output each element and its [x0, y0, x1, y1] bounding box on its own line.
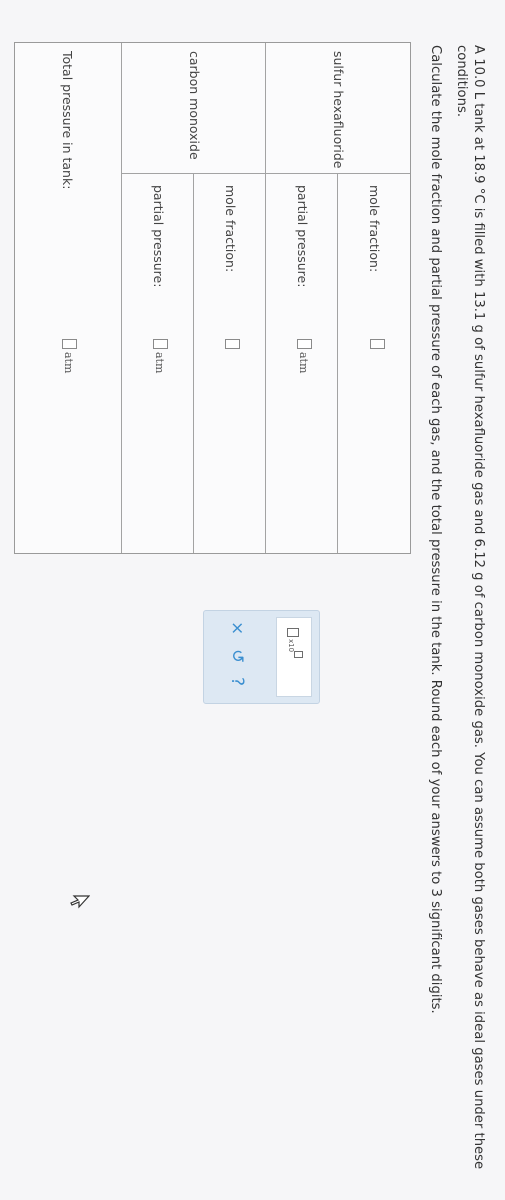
atm-unit: atm	[153, 352, 166, 374]
scientific-notation-icon[interactable]	[283, 628, 303, 668]
cell-divider	[193, 173, 194, 553]
answer-toolbar	[203, 610, 320, 704]
atm-unit: atm	[297, 352, 310, 374]
row-divider	[121, 43, 122, 553]
mole-fraction-label: mole fraction:	[223, 185, 238, 273]
mantissa-box	[287, 628, 299, 637]
partial-pressure-label: partial pressure:	[151, 185, 166, 288]
cell-divider	[337, 173, 338, 553]
column-divider	[122, 173, 410, 174]
answer-table	[14, 42, 411, 554]
mouse-cursor-icon	[70, 895, 90, 909]
clear-icon[interactable]: ×	[227, 621, 247, 636]
problem-statement: A 10.0 L tank at 18.9 °C is filled with 13.1 g of sulfur hexafluoride gas and 6.12 g of carbon monoxide gas. You can assume both gases behave as ideal gases under these conditions.	[453, 45, 486, 1170]
help-icon[interactable]: ?	[227, 677, 247, 687]
row-divider	[265, 43, 266, 553]
partial-pressure-label: partial pressure:	[295, 185, 310, 288]
co-mole-fraction-input[interactable]	[225, 339, 240, 349]
undo-icon[interactable]: ↺	[227, 649, 247, 664]
total-pressure-label: Total pressure in tank:	[60, 51, 75, 190]
mole-fraction-label: mole fraction:	[367, 185, 382, 273]
gas-name-sulfur-hexafluoride: sulfur hexafluoride	[331, 51, 346, 169]
problem-instruction: Calculate the mole fraction and partial pressure of each gas, and the total pressure in the tank. Round each of your answers to 3 significant digits.	[427, 45, 443, 1014]
total-pressure-input[interactable]	[62, 339, 77, 349]
gas-name-carbon-monoxide: carbon monoxide	[187, 51, 202, 160]
sf6-partial-pressure-input[interactable]	[297, 339, 312, 349]
co-partial-pressure-input[interactable]	[153, 339, 168, 349]
sci-notation-panel	[276, 617, 312, 697]
sci-notation-text: x10	[287, 639, 295, 653]
atm-unit: atm	[62, 352, 75, 374]
exponent-box	[294, 651, 303, 658]
sf6-mole-fraction-input[interactable]	[370, 339, 385, 349]
